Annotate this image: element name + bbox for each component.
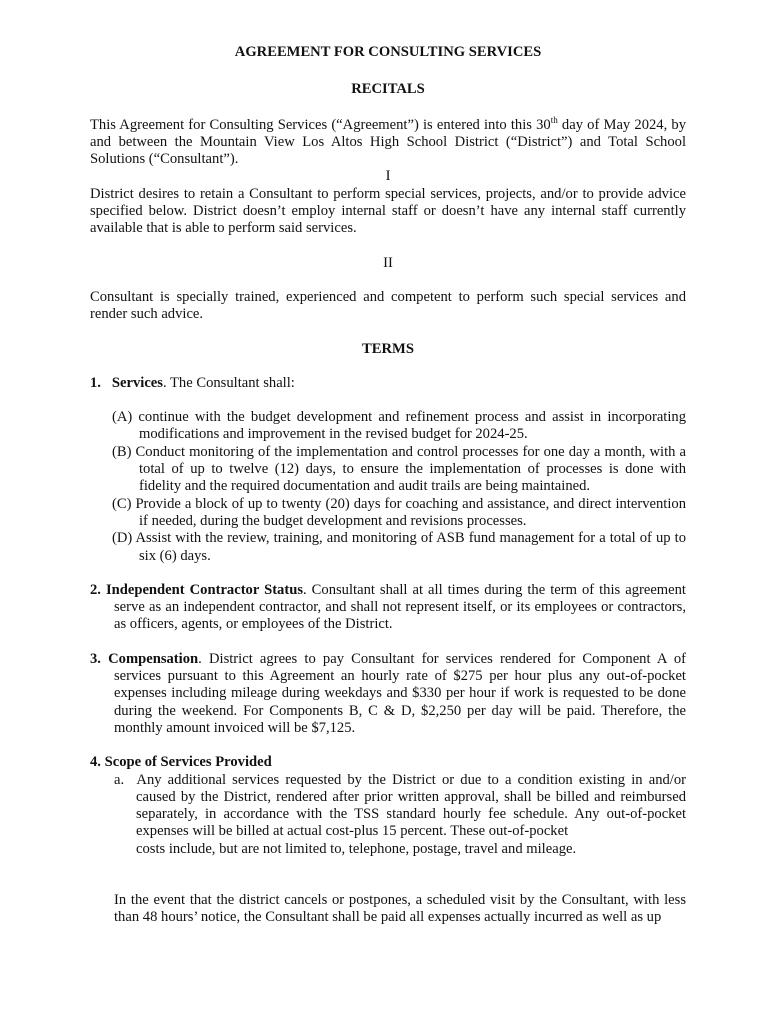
- section-2-text: . Consultant shall at all times during the term of this agreement serve as an independent contractor, and shall not represent itself, or its employees or contractors, as officers, agents, or employees of the District.: [114, 581, 686, 633]
- section-1-heading: [90, 375, 686, 392]
- recital-paragraph-1: District desires to retain a Consultant to perform special services, projects, and/or to provide advice specified below. District doesn’t employ internal staff or doesn’t have any internal staff currently available that is able to perform said services.: [90, 185, 686, 237]
- section-1-text: . The Consultant shall:: [162, 374, 295, 391]
- section-3-text: . District agrees to pay Consultant for services rendered for Component A of services pursuant to this Agreement an hourly rate of $275 per hour plus any out-of-pocket expenses including mileage during weekdays and $330 per hour if work is requested to be done during the weekend. For Components B, C & D, $2,250 per day will be paid. Therefore, the monthly amount invoiced will be $7,125.: [114, 650, 686, 736]
- section-4-title: 4. Scope of Services Provided: [90, 754, 272, 771]
- document-title: AGREEMENT FOR CONSULTING SERVICES: [234, 44, 542, 60]
- services-list-item: (A) continue with the budget development and refinement process and assist in incorporating modifications and improvement in the revised budget for 2024-25.: [112, 409, 686, 443]
- recital-intro: [90, 114, 686, 169]
- recital-intro-sup: th: [550, 114, 558, 125]
- services-list-item: (C) Provide a block of up to twenty (20) days for coaching and assistance, and direct intervention if needed, during the budget development and revisions processes.: [112, 495, 686, 529]
- section-4-item-a-last: costs include, but are not limited to, telephone, postage, travel and mileage.: [136, 840, 577, 857]
- section-1-number: 1.: [90, 374, 101, 391]
- recital-intro-part1: This Agreement for Consulting Services (“Agreement”) is entered into this 30: [90, 116, 551, 133]
- section-4-item-a: [114, 772, 686, 858]
- section-4-item-a-main: a. Any additional services requested by the District or due to a condition existing in and/or caused by the District, rendered after prior written approval, shall be billed and reimbursed separately, in accordance with the TSS standard hourly fee schedule. Any out-of-pocket expenses will be billed at actual cost-plus 15 percent. These out-of-pocket: [114, 771, 686, 840]
- recital-paragraph-2: Consultant is specially trained, experienced and competent to perform such special services and render such advice.: [90, 288, 686, 323]
- section-2: [90, 582, 686, 634]
- recital-numeral-2: II: [383, 254, 393, 271]
- recital-numeral-1: I: [385, 168, 391, 185]
- section-3-title: 3. Compensation: [90, 650, 199, 667]
- services-list-item: (B) Conduct monitoring of the implementation and control processes for one day a month, with a total of up to twelve (12) days, to ensure the implementation of processes is done with fidelity and the required documentation and audit trails are being maintained.: [112, 443, 686, 495]
- section-1-title: Services: [111, 374, 163, 391]
- recital-intro-part2: day of May 2024, by and between the Mountain View Los Altos High School District (“District”) and Total School Solutions (“Consultant”).: [90, 116, 686, 168]
- closing-paragraph: In the event that the district cancels or postpones, a scheduled visit by the Consultant, with less than 48 hours’ notice, the Consultant shall be paid all expenses actually incurred as well as up: [114, 891, 686, 926]
- section-2-title: 2. Independent Contractor Status: [90, 581, 304, 598]
- terms-heading: TERMS: [362, 340, 414, 357]
- section-3: [90, 651, 686, 737]
- recitals-heading: RECITALS: [351, 81, 425, 98]
- services-list: [112, 409, 686, 565]
- services-list-item: (D) Assist with the review, training, and monitoring of ASB fund management for a total of up to six (6) days.: [112, 530, 686, 564]
